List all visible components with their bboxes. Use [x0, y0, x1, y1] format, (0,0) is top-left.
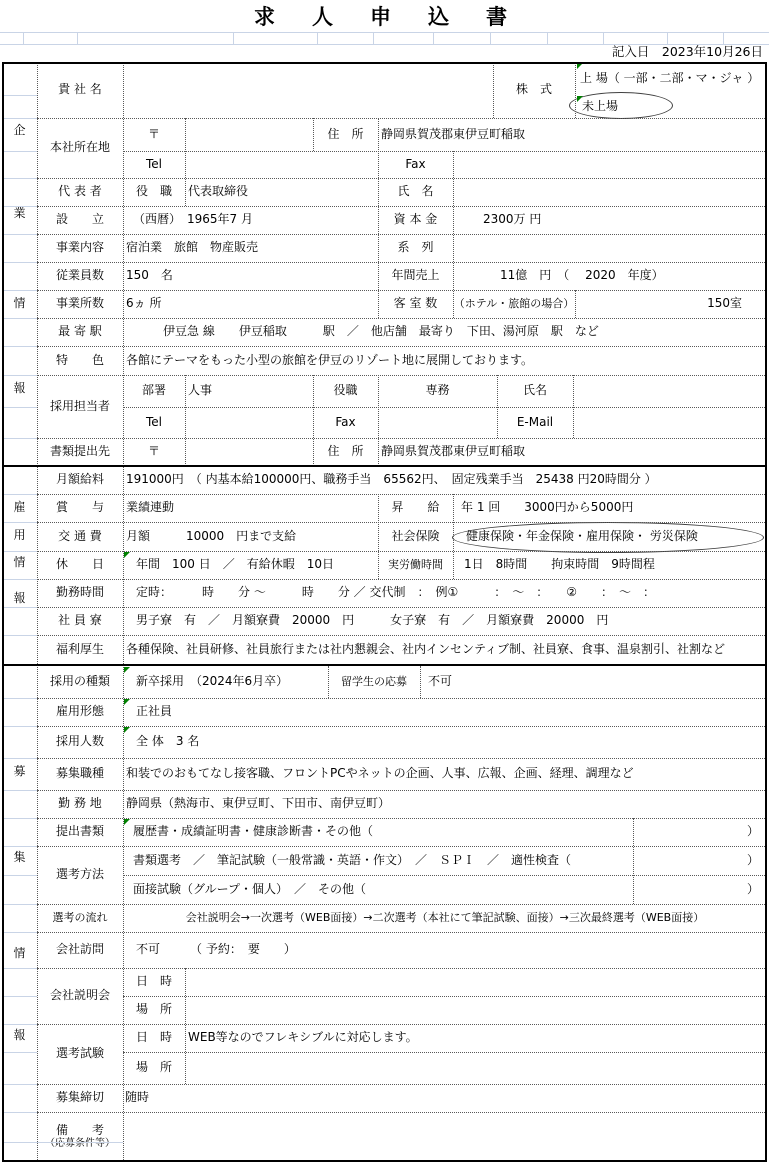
- deadline-label: 募集締切: [55, 1090, 104, 1105]
- notes-label-sub: （応募条件等）: [45, 1138, 115, 1150]
- grid-line: [37, 607, 767, 608]
- tel-field[interactable]: [185, 151, 378, 178]
- section-letter-koyo-3: 情: [13, 555, 26, 570]
- capital-field[interactable]: 2300万 円: [483, 212, 542, 227]
- grid-line: [37, 1024, 767, 1025]
- grid-line: [2, 635, 37, 636]
- sites-field[interactable]: 6ヵ 所: [126, 296, 162, 311]
- notes-label-main: 備 考: [55, 1123, 104, 1138]
- info-session-place-label: 場 所: [135, 1002, 172, 1017]
- grid-line: [0, 32, 769, 33]
- info-session-label: 会社説明会: [49, 988, 110, 1003]
- excel-marker-recruit-type: [124, 667, 130, 673]
- grid-line: [2, 465, 767, 467]
- dept-label: 部署: [141, 383, 166, 398]
- grid-line: [123, 151, 767, 152]
- grid-line: [123, 1052, 767, 1053]
- rep-name-label: 氏 名: [397, 184, 434, 199]
- annual-sales-label: 年間売上: [391, 268, 440, 283]
- grid-line: [378, 375, 379, 466]
- keiretsu-field[interactable]: [453, 234, 767, 262]
- grid-line: [2, 1084, 37, 1085]
- grid-line: [2, 875, 37, 876]
- fax-label: Fax: [405, 156, 426, 171]
- selection-method-line2-paren: ）: [746, 881, 759, 896]
- grid-line: [0, 44, 769, 45]
- selection-method-line2-field[interactable]: 面接試験（グループ・個人） ／ その他（: [133, 881, 367, 896]
- section-letter-boshu-1: 募: [13, 764, 26, 779]
- sites-label: 事業所数: [55, 296, 104, 311]
- grid-line: [37, 234, 767, 235]
- fax-field[interactable]: [453, 151, 767, 178]
- doc-submit-label: 書類提出先: [49, 444, 110, 459]
- address-label: 住 所: [327, 126, 364, 141]
- info-session-datetime-label: 日 時: [135, 974, 172, 989]
- bonus-label: 賞 与: [55, 500, 104, 515]
- grid-line: [378, 118, 379, 318]
- rooms-field[interactable]: 150室: [707, 296, 742, 311]
- holiday-field[interactable]: 年間 100 日 ／ 有給休暇 10日: [136, 557, 334, 572]
- grid-line: [2, 698, 37, 699]
- company-visit-label: 会社訪問: [55, 942, 104, 957]
- working-hours-field[interactable]: 1日 8時間 拘束時間 9時間程: [464, 557, 655, 572]
- grid-line: [453, 494, 454, 579]
- grid-line: [123, 996, 767, 997]
- station-label: 最 寄 駅: [58, 324, 102, 339]
- doc-postal-field[interactable]: [185, 438, 313, 466]
- unlisted-circle-annotation: [569, 92, 673, 119]
- grid-line: [37, 494, 767, 495]
- grid-line: [2, 290, 37, 291]
- employment-type-label: 雇用形態: [55, 704, 104, 719]
- exam-datetime-label: 日 時: [135, 1030, 172, 1045]
- company-visit-field[interactable]: 不可 （ 予約： 要 ）: [136, 942, 296, 957]
- grid-line: [23, 32, 24, 44]
- selection-method-line1-paren: ）: [746, 852, 759, 867]
- grid-line: [37, 1084, 767, 1085]
- doc-postal-mark-label: 〒: [147, 444, 160, 459]
- employees-field[interactable]: 150 名: [126, 268, 173, 283]
- grid-line: [37, 790, 767, 791]
- required-docs-field[interactable]: 履歴書・成績証明書・健康診断書・その他（: [133, 824, 374, 839]
- grid-line: [493, 62, 494, 118]
- stock-label: 株 式: [515, 82, 552, 97]
- grid-line: [2, 1052, 37, 1053]
- grid-line: [37, 318, 767, 319]
- postal-field[interactable]: [185, 118, 312, 151]
- job-categories-field[interactable]: 和装でのおもてなし接客職、フロントPCやネットの企画、人事、広報、企画、経理、調理など: [126, 766, 634, 781]
- employees-label: 従業員数: [55, 268, 104, 283]
- excel-marker-holiday: [124, 552, 130, 558]
- recruiter-fax-field[interactable]: [378, 407, 497, 438]
- info-session-datetime-field[interactable]: [185, 968, 767, 996]
- capital-label: 資 本 金: [393, 212, 438, 227]
- grid-line: [433, 32, 434, 44]
- work-location-label: 勤 務 地: [58, 796, 102, 811]
- grid-line: [37, 346, 767, 347]
- grid-line: [2, 551, 37, 552]
- rooms-label: 客 室 数: [393, 296, 438, 311]
- feature-field[interactable]: 各館にテーマをもった小型の旅館を伊豆のリゾート地に展開しております。: [126, 352, 534, 367]
- holiday-label: 休 日: [55, 557, 104, 572]
- grid-line: [37, 818, 767, 819]
- grid-line: [37, 522, 767, 523]
- annual-sales-field[interactable]: 11億 円 （ 2020 年度）: [500, 268, 664, 283]
- email-field[interactable]: [573, 407, 767, 438]
- recruiter-tel-label: Tel: [145, 414, 162, 429]
- job-categories-label: 募集職種: [55, 766, 104, 781]
- grid-line: [2, 407, 37, 408]
- raise-label: 昇 給: [391, 500, 440, 515]
- intl-students-label: 留学生の応募: [341, 674, 407, 688]
- excel-marker-required-docs: [124, 819, 130, 825]
- tel-label: Tel: [145, 156, 162, 171]
- grid-line: [37, 904, 767, 905]
- grid-line: [2, 1160, 767, 1162]
- exam-datetime-field[interactable]: WEB等なのでフレキシブルに対応します。: [188, 1030, 418, 1045]
- selection-method-label: 選考方法: [55, 867, 104, 882]
- raise-field[interactable]: 年 1 回 3000円から5000円: [461, 500, 634, 515]
- grid-line: [2, 346, 37, 347]
- grid-line: [233, 32, 234, 44]
- grid-line: [2, 579, 37, 580]
- grid-line: [37, 579, 767, 580]
- excel-marker-employment-type: [124, 699, 130, 705]
- grid-line: [373, 32, 374, 44]
- grid-line: [37, 635, 767, 636]
- grid-line: [633, 818, 634, 904]
- grid-line: [185, 118, 186, 206]
- feature-label: 特 色: [55, 352, 104, 367]
- grid-line: [667, 32, 668, 44]
- stock-unlisted-option[interactable]: 未上場: [582, 98, 619, 113]
- excel-marker-unlisted: [577, 96, 583, 102]
- recruiter-name-label: 氏名: [522, 383, 547, 398]
- grid-line: [547, 32, 548, 44]
- grid-line: [2, 318, 37, 319]
- info-session-place-field[interactable]: [185, 996, 767, 1024]
- commute-field[interactable]: 月額 10000 円まで支給: [126, 528, 297, 543]
- grid-line: [37, 968, 767, 969]
- fill-date[interactable]: 記入日 2023年10月26日: [611, 44, 763, 60]
- rep-name-field[interactable]: [453, 178, 767, 206]
- grid-line: [2, 818, 37, 819]
- grid-line: [2, 62, 767, 64]
- grid-line: [575, 62, 576, 118]
- grid-line: [37, 758, 767, 759]
- dormitory-label: 社 員 寮: [58, 613, 102, 628]
- station-field[interactable]: 伊豆急 線 伊豆稲取 駅 ／ 他店舗 最寄り 下田、湯河原 駅 など: [163, 324, 599, 339]
- section-letter-kigyo-4: 報: [13, 381, 26, 396]
- grid-line: [2, 996, 37, 997]
- grid-line: [2, 968, 37, 969]
- company-name-field[interactable]: [123, 62, 493, 118]
- grid-line: [2, 494, 37, 495]
- hq-label: 本社所在地: [49, 140, 110, 155]
- insurance-field[interactable]: 健康保険・年金保険・雇用保険・ 労災保険: [466, 528, 698, 543]
- section-letter-kigyo-2: 業: [13, 206, 26, 221]
- grid-line: [37, 698, 767, 699]
- grid-line: [378, 494, 379, 579]
- grid-line: [37, 62, 38, 1162]
- stock-listed-option[interactable]: 上 場（ 一部・二部・マ・ジャ ）: [580, 70, 760, 85]
- grid-line: [77, 32, 78, 44]
- intl-students-field[interactable]: 不可: [428, 674, 453, 689]
- grid-line: [123, 407, 767, 408]
- grid-line: [2, 262, 37, 263]
- recruiter-role-label: 役職: [333, 383, 358, 398]
- grid-line: [328, 666, 329, 698]
- grid-line: [2, 375, 37, 376]
- insurance-label: 社会保険: [391, 528, 440, 543]
- recruiter-label: 採用担当者: [49, 398, 110, 413]
- section-letter-boshu-4: 報: [13, 1028, 26, 1043]
- rep-role-label: 役 職: [135, 184, 172, 199]
- dept-field[interactable]: 人事: [188, 383, 213, 398]
- page-title: 求 人 申 込 書: [254, 4, 515, 29]
- worktime-field[interactable]: 定時： 時 分 ～ 時 分 ／ 交代制 ： 例① ： ～ ： ② ： ～ ：: [136, 585, 655, 600]
- company-name-label: 貴 社 名: [58, 82, 102, 97]
- grid-line: [2, 1024, 37, 1025]
- grid-line: [37, 262, 767, 263]
- doc-address-field[interactable]: 静岡県賀茂郡東伊豆町稲取: [381, 444, 526, 459]
- grid-line: [2, 206, 37, 207]
- hire-count-label: 採用人数: [55, 734, 104, 749]
- business-field[interactable]: 宿泊業 旅館 物産販売: [126, 240, 259, 255]
- grid-line: [573, 375, 574, 438]
- deadline-field[interactable]: 随時: [125, 1090, 150, 1105]
- commute-label: 交 通 費: [58, 528, 102, 543]
- grid-line: [123, 62, 124, 1162]
- address-field[interactable]: 静岡県賀茂郡東伊豆町稲取: [381, 126, 526, 141]
- grid-line: [453, 151, 454, 318]
- grid-line: [37, 178, 767, 179]
- grid-line: [2, 438, 37, 439]
- recruiter-tel-field[interactable]: [188, 407, 313, 438]
- required-docs-close-paren: ）: [746, 824, 759, 839]
- grid-line: [37, 551, 767, 552]
- grid-line: [2, 790, 37, 791]
- grid-line: [2, 1112, 37, 1113]
- founded-field[interactable]: （西暦） 1965年7 月: [133, 212, 253, 227]
- welfare-label: 福利厚生: [55, 642, 104, 657]
- doc-address-label: 住 所: [327, 444, 364, 459]
- grid-line: [2, 726, 37, 727]
- email-label: E-Mail: [516, 414, 554, 429]
- grid-line: [2, 62, 4, 1162]
- representative-label: 代 表 者: [58, 184, 102, 199]
- grid-line: [603, 32, 604, 44]
- employment-type-field[interactable]: 正社員: [136, 704, 173, 719]
- grid-line: [2, 151, 37, 152]
- selection-flow-field[interactable]: 会社説明会→一次選考（WEB面接）→二次選考（本社にて筆記試験、面接）→三次最終選考（WEB面接）: [185, 910, 705, 924]
- section-letter-koyo-4: 報: [13, 591, 26, 606]
- worktime-label: 勤務時間: [55, 585, 104, 600]
- grid-line: [37, 375, 767, 376]
- grid-line: [2, 664, 767, 666]
- section-letter-kigyo-1: 企: [13, 123, 26, 138]
- grid-line: [185, 375, 186, 466]
- grid-line: [490, 32, 491, 44]
- grid-line: [37, 1112, 767, 1113]
- exam-place-field[interactable]: [188, 1052, 767, 1084]
- recruiter-name-field[interactable]: [573, 375, 767, 407]
- selection-method-line1-field[interactable]: 書類選考 ／ 筆記試験（一般常識・英語・作文） ／ ＳＰＩ ／ 適性検査（: [133, 852, 572, 867]
- grid-line: [317, 32, 318, 44]
- postal-mark-label: 〒: [147, 126, 160, 141]
- grid-line: [2, 95, 37, 96]
- grid-line: [575, 290, 576, 318]
- grid-line: [420, 666, 421, 698]
- grid-line: [2, 178, 37, 179]
- dormitory-field[interactable]: 男子寮 有 ／ 月額寮費 20000 円 女子寮 有 ／ 月額寮費 20000 円: [136, 613, 609, 628]
- grid-line: [37, 206, 767, 207]
- welfare-field[interactable]: 各種保険、社員研修、社員旅行または社内懇親会、社内インセンティブ制、社員寮、食事、温泉割引、社割など: [126, 642, 726, 657]
- recruiter-role-field[interactable]: 専務: [425, 383, 450, 398]
- grid-line: [37, 118, 767, 119]
- grid-line: [185, 968, 186, 1084]
- grid-line: [37, 846, 767, 847]
- grid-line: [313, 375, 314, 466]
- recruiter-fax-label: Fax: [335, 414, 356, 429]
- required-docs-label: 提出書類: [55, 824, 104, 839]
- grid-line: [123, 875, 767, 876]
- grid-line: [723, 32, 724, 44]
- keiretsu-label: 系 列: [397, 240, 434, 255]
- grid-line: [2, 846, 37, 847]
- hire-count-field[interactable]: 全 体 3 名: [136, 734, 200, 749]
- excel-marker-hire-count: [124, 727, 130, 733]
- notes-field[interactable]: [126, 1112, 767, 1162]
- section-letter-kigyo-3: 情: [13, 296, 26, 311]
- work-location-field[interactable]: 静岡県（熱海市、東伊豆町、下田市、南伊豆町）: [126, 796, 391, 811]
- grid-line: [2, 234, 37, 235]
- grid-line: [2, 118, 37, 119]
- notes-label: [37, 1112, 123, 1162]
- grid-line: [497, 375, 498, 438]
- grid-line: [2, 932, 37, 933]
- recruit-type-label: 採用の種類: [49, 674, 110, 689]
- grid-line: [765, 62, 767, 1162]
- grid-line: [2, 607, 37, 608]
- selection-flow-label: 選考の流れ: [52, 910, 108, 924]
- grid-line: [2, 522, 37, 523]
- recruit-type-field[interactable]: 新卒採用 （2024年6月卒）: [136, 674, 289, 689]
- grid-line: [37, 438, 767, 439]
- grid-line: [37, 932, 767, 933]
- founded-label: 設 立: [55, 212, 104, 227]
- selection-exam-label: 選考試験: [55, 1046, 104, 1061]
- section-letter-boshu-3: 情: [13, 946, 26, 961]
- bonus-field[interactable]: 業績連動: [126, 500, 175, 515]
- rep-role-field[interactable]: 代表取締役: [188, 184, 249, 199]
- insurance-circle-annotation: [452, 522, 764, 553]
- grid-line: [37, 726, 767, 727]
- working-hours-label: 実労働時間: [388, 557, 443, 571]
- grid-line: [2, 758, 37, 759]
- grid-line: [313, 118, 314, 151]
- grid-line: [2, 904, 37, 905]
- salary-label: 月額給料: [55, 472, 104, 487]
- section-letter-boshu-2: 集: [13, 850, 26, 865]
- rooms-note: （ホテル・旅館の場合）: [453, 296, 575, 310]
- salary-field[interactable]: 191000円 （ 内基本給100000円、職務手当 65562円、 固定残業手当 25438 円20時間分 ）: [126, 472, 657, 487]
- section-letter-koyo-1: 雇: [13, 500, 26, 515]
- grid-line: [37, 290, 767, 291]
- grid-line: [2, 1142, 123, 1143]
- business-label: 事業内容: [55, 240, 104, 255]
- section-letter-koyo-2: 用: [13, 528, 26, 543]
- exam-place-label: 場 所: [135, 1060, 172, 1075]
